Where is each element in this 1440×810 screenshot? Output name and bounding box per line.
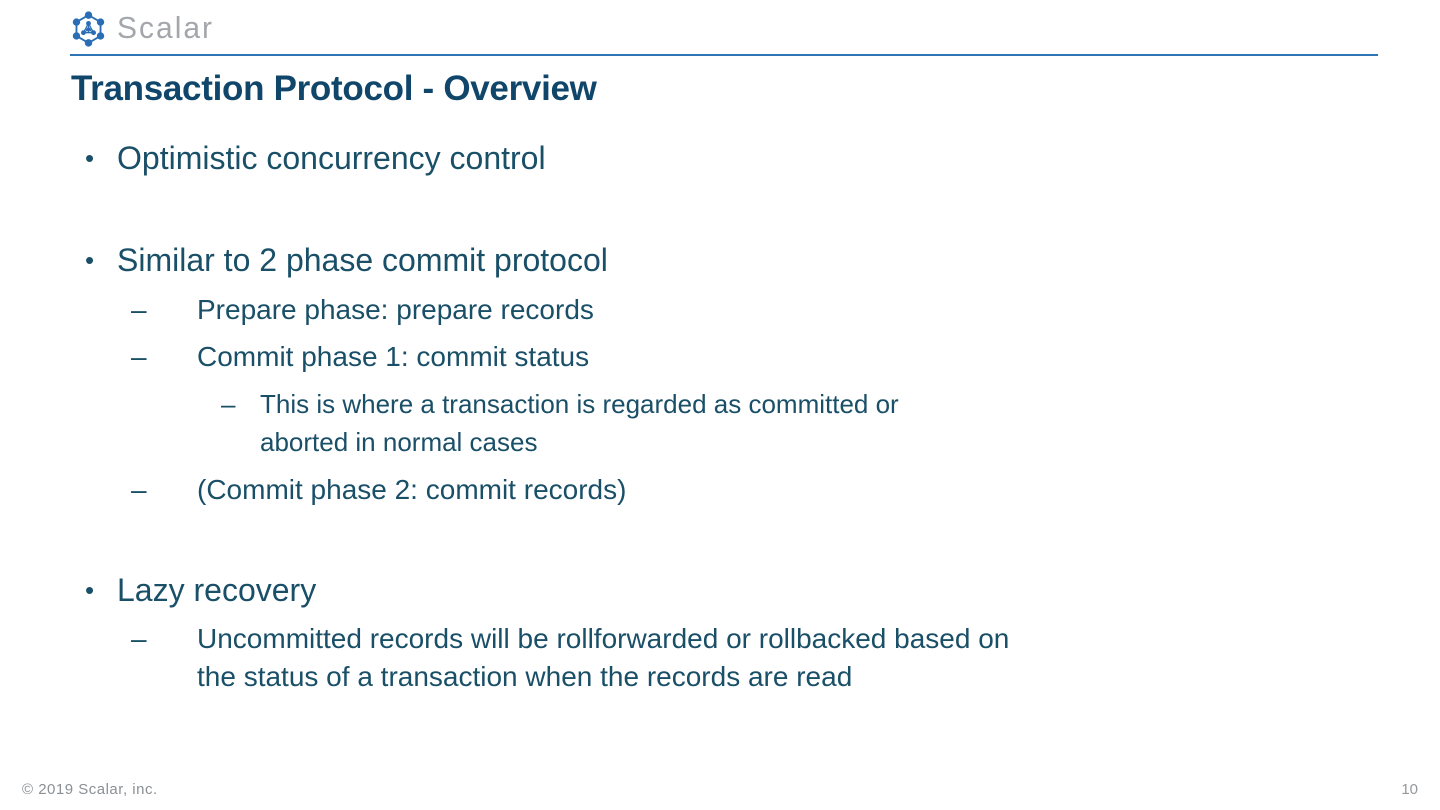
bullet-text-line: (Commit phase 2: commit records) [197,474,627,505]
bullet-marker: – [131,341,147,372]
bullet-marker: – [131,623,147,654]
bullet-marker: • [85,245,95,275]
bullet-text-line: the status of a transaction when the records are read [197,661,853,692]
bullet-text-line: Commit phase 1: commit status [197,341,590,372]
bullet-text-line: Optimistic concurrency control [117,140,546,176]
bullet-text-line: aborted in normal cases [260,427,538,457]
bullet-text-line: This is where a transaction is regarded as committed or [260,389,899,419]
bullet-marker: • [85,575,95,605]
bullet-item [0,240,1440,280]
bullet-item [0,138,1440,178]
bullet-item [0,385,1440,461]
bullet-text-line: Lazy recovery [117,572,317,608]
bullet-marker: • [85,143,95,173]
bullet-marker: – [221,389,236,419]
bullet-marker: – [131,474,147,505]
page-number: 10 [1401,781,1418,798]
bullet-item [0,338,1440,376]
bullet-item [0,570,1440,610]
bullet-list [0,138,1440,696]
bullet-item [0,291,1440,329]
bullet-item [0,620,1440,696]
brand-name: Scalar [117,11,215,46]
bullet-item [0,471,1440,509]
bullet-marker: – [131,294,147,325]
bullet-text-line: Uncommitted records will be rollforwarded or rollbacked based on [197,623,1010,654]
page-title: Transaction Protocol - Overview [71,69,597,108]
bullet-text-line: Similar to 2 phase commit protocol [117,242,608,278]
header-rule [70,54,1378,56]
scalar-hex-network-icon [70,10,107,48]
footer-copyright: © 2019 Scalar, inc. [22,781,158,798]
header-logo [70,10,214,48]
bullet-text-line: Prepare phase: prepare records [197,294,594,325]
